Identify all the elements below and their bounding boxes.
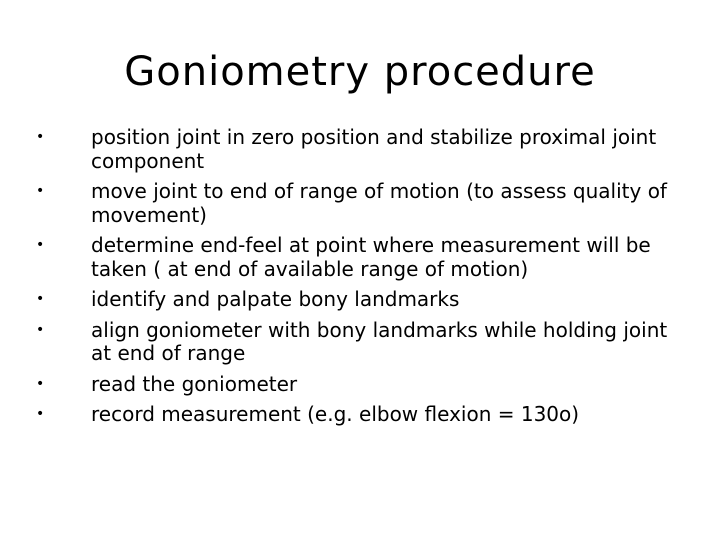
bullet-item [36, 234, 686, 281]
bullet-item [36, 319, 686, 366]
bullet-icon: • [36, 375, 45, 392]
bullet-icon: • [36, 291, 45, 307]
bullet-text: position joint in zero position and stabilize proximal joint component [91, 125, 657, 173]
bullet-text: determine end-feel at point where measurement will be taken ( at end of available range of motion) [91, 233, 651, 281]
bullet-text: identify and palpate bony landmarks [91, 287, 460, 311]
bullet-item [36, 180, 686, 227]
bullet-icon: • [36, 321, 45, 338]
bullet-icon: • [36, 406, 45, 422]
bullet-item [36, 126, 686, 173]
bullet-icon: • [36, 129, 45, 145]
bullet-list [36, 126, 686, 434]
bullet-item [36, 403, 686, 427]
slide-title: Goniometry procedure [124, 49, 596, 95]
bullet-text: read the goniometer [91, 371, 298, 396]
bullet-icon: • [36, 183, 45, 199]
bullet-item [36, 288, 686, 312]
bullet-icon: • [36, 237, 45, 253]
bullet-text: record measurement (e.g. elbow flexion = 130o) [91, 402, 580, 426]
bullet-item [36, 373, 686, 397]
bullet-text: align goniometer with bony landmarks while holding joint at end of range [91, 317, 668, 365]
bullet-text: move joint to end of range of motion (to assess quality of movement) [91, 179, 667, 227]
